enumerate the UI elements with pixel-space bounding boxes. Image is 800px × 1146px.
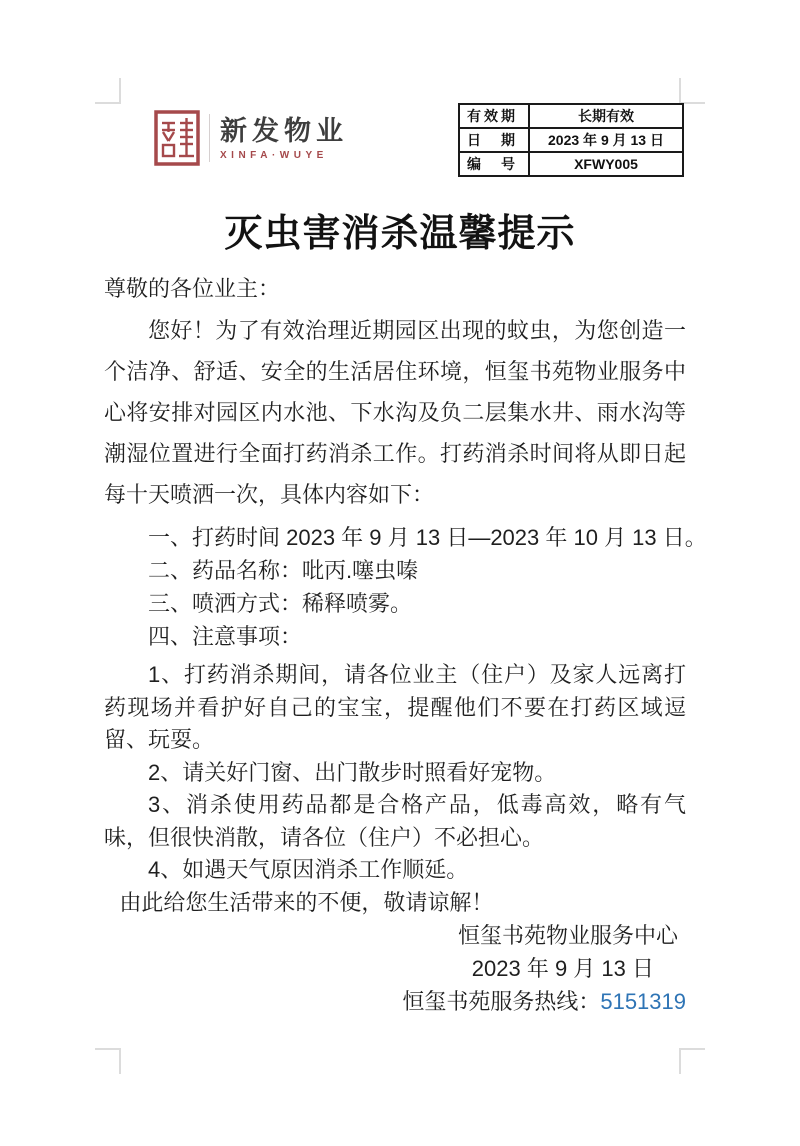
list-item: 三、喷洒方式：稀释喷雾。 xyxy=(148,591,413,616)
table-row xyxy=(459,128,683,152)
info-value-number: XFWY005 xyxy=(529,152,683,176)
company-name-cn: 新发物业 xyxy=(220,115,348,146)
salutation: 尊敬的各位业主： xyxy=(104,276,281,301)
info-value-validity: 长期有效 xyxy=(529,104,683,128)
crop-mark-bottom-left xyxy=(95,1048,121,1074)
logo-text xyxy=(220,116,348,161)
crop-mark-top-left xyxy=(95,78,121,104)
document-body xyxy=(104,268,707,1018)
signature-date: 2023 年 9 月 13 日 xyxy=(471,956,654,981)
list-item: 一、打药时间 2023 年 9 月 13 日—2023 年 10 月 13 日。 xyxy=(148,525,707,550)
list-item: 二、药品名称：吡丙.噻虫嗪 xyxy=(148,558,419,583)
table-row xyxy=(459,152,683,176)
crop-mark-bottom-right xyxy=(679,1048,705,1074)
signature-line: 恒玺书苑物业服务中心 xyxy=(457,923,678,948)
seal-stamp-icon xyxy=(154,110,200,166)
info-label-date: 日 期 xyxy=(459,128,529,152)
hotline-number: 5151319 xyxy=(600,989,686,1014)
crop-mark-top-right xyxy=(679,78,705,104)
table-row xyxy=(459,104,683,128)
numbered-items xyxy=(104,521,707,653)
hotline-label: 恒玺书苑服务热线： xyxy=(402,989,601,1014)
closing-line: 由此给您生活带来的不便，敬请谅解！ xyxy=(119,889,494,915)
hotline-line xyxy=(104,985,686,1018)
page-title: 灭虫害消杀温馨提示 xyxy=(224,213,576,255)
note-item: 1、打药消杀期间，请各位业主（住户）及家人远离打药现场并看护好自己的宝宝，提醒他们不要在打药区域逗留、玩耍。 xyxy=(104,662,686,752)
document-info-table xyxy=(458,103,684,177)
note-item: 4、如遇天气原因消杀工作顺延。 xyxy=(148,857,469,882)
info-label-validity: 有效期 xyxy=(459,104,529,128)
logo-divider xyxy=(209,114,210,162)
list-item: 四、注意事项： xyxy=(148,624,303,649)
company-logo xyxy=(154,110,348,166)
info-label-number: 编 号 xyxy=(459,152,529,176)
intro-paragraph: 您好！为了有效治理近期园区出现的蚊虫，为您创造一个洁净、舒适、安全的生活居住环境，恒玺书苑物业服务中心将安排对园区内水池、下水沟及负二层集水井、雨水沟等潮湿位置进行全面打药消杀工作。打药消杀时间将从即日起每十天喷洒一次，具体内容如下： xyxy=(104,318,686,507)
note-item: 2、请关好门窗、出门散步时照看好宠物。 xyxy=(148,759,557,785)
info-value-date: 2023 年 9 月 13 日 xyxy=(529,128,683,152)
company-name-en: XINFA·WUYE xyxy=(220,149,328,161)
note-item: 3、消杀使用药品都是合格产品，低毒高效，略有气味，但很快消散，请各位（住户）不必担心。 xyxy=(104,792,686,850)
notice-notes xyxy=(104,659,686,887)
